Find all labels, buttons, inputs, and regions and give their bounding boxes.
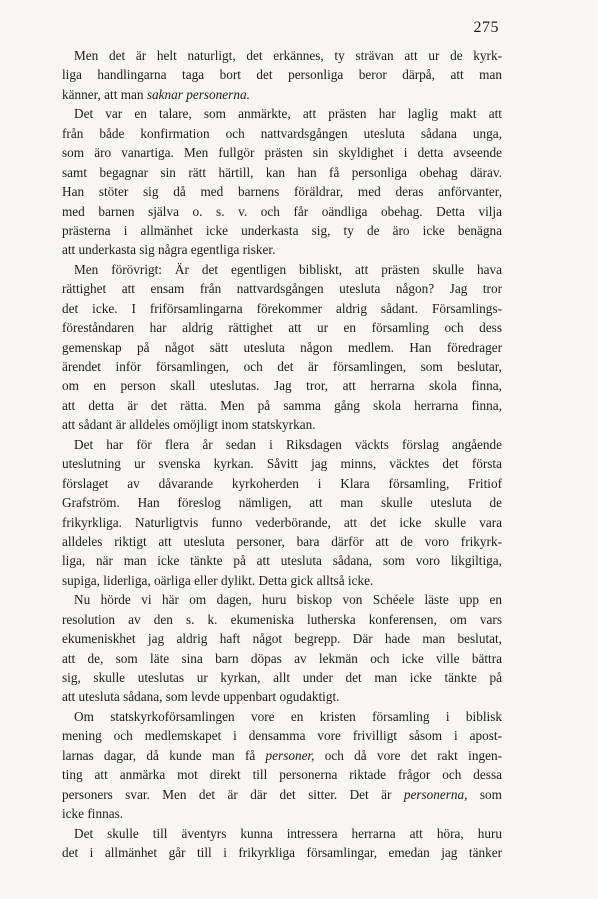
line-text: Men förövrigt: Är det egentligen bibliskt, att prästen skulle hava bbox=[74, 261, 502, 277]
line-text: med barnen själva o. s. v. och får oändliga obehag. Detta vilja bbox=[62, 203, 502, 219]
line-text: att utesluta sådana, som levde uppenbart ogudaktigt. bbox=[62, 689, 340, 705]
line-text: Han stöter sig då med barnens föräldrar, med deras anförvanter, bbox=[62, 184, 502, 200]
line-text: alldeles riktigt att utesluta personer, bara därför att de voro frikyrk- bbox=[62, 533, 502, 549]
text-line bbox=[62, 221, 502, 240]
line-text: att detta är det rätta. Men på samma gång skola herrarna finna, bbox=[62, 397, 502, 413]
line-text: Det skulle till äventyrs kunna intressera herrarna att höra, huru bbox=[74, 825, 502, 841]
line-text: rättighet att ensam från nattvardsgången utesluta någon? Jag tror bbox=[62, 281, 502, 297]
text-line bbox=[62, 104, 502, 123]
text-line bbox=[62, 707, 502, 726]
text-line bbox=[62, 65, 502, 84]
text-line bbox=[62, 85, 502, 104]
line-text: prästerna i allmänhet icke underkasta sig, ty de äro icke benägna bbox=[62, 222, 502, 238]
text-line bbox=[62, 435, 502, 454]
line-text: Nu hörde vi här om dagen, huru biskop von Schéele läste upp en bbox=[74, 592, 502, 608]
text-line bbox=[62, 493, 502, 512]
text-line bbox=[62, 202, 502, 221]
text-line bbox=[62, 454, 502, 473]
text-line bbox=[62, 279, 502, 298]
text-line bbox=[62, 376, 502, 395]
text-line bbox=[62, 357, 502, 376]
text-line bbox=[62, 629, 502, 648]
text-line bbox=[62, 513, 502, 532]
line-text: förslaget av dåvarande kyrkoherden i Klara församling, Fritiof bbox=[62, 475, 502, 491]
line-text: som äro vanartiga. Men fullgör prästen sin skyldighet i detta avseende bbox=[62, 145, 502, 161]
line-text: att de, som läte sina barn döpas av lekmän och icke ville bättra bbox=[62, 650, 502, 666]
text-line bbox=[62, 46, 502, 65]
text-line bbox=[62, 338, 502, 357]
text-line bbox=[62, 590, 502, 609]
line-text: från både konfirmation och nattvardsgången utesluta sådana unga, bbox=[62, 125, 502, 141]
text-line bbox=[62, 649, 502, 668]
line-text: sig, skulle uteslutas ur kyrkan, allt under det man icke tänkte på bbox=[62, 670, 502, 685]
line-text: uteslutning ur svenska kyrkan. Såvitt jag minns, väcktes det första bbox=[62, 456, 502, 472]
line-text: larnas dagar, då kunde man få bbox=[62, 747, 266, 763]
line-text: föreståndaren har aldrig rättighet att ur en församling och dess bbox=[62, 320, 502, 336]
text-line bbox=[62, 124, 502, 143]
line-text: mening och medlemskapet i densamma vore frivilligt såsom i apost- bbox=[62, 728, 502, 744]
line-text: Det har för flera år sedan i Riksdagen väckts förslag angående bbox=[74, 436, 502, 452]
text-line bbox=[62, 551, 502, 570]
line-text: liga, när man icke tänkte på att utesluta sådana, som voro likgiltiga, bbox=[62, 553, 502, 569]
line-text: samt begagnar sin rätt härtill, kan han få personliga obehag därav. bbox=[62, 164, 502, 180]
line-text: känner, att man bbox=[62, 86, 147, 102]
text-line bbox=[62, 182, 502, 201]
text-line bbox=[62, 532, 502, 551]
line-italic-text: personer, bbox=[265, 747, 315, 763]
text-line bbox=[62, 668, 502, 687]
text-line bbox=[62, 474, 502, 493]
line-text: Grafström. Han föreslog nämligen, att man skulle utesluta de bbox=[62, 495, 502, 511]
line-italic-text: personerna, bbox=[403, 786, 468, 802]
text-line bbox=[62, 765, 502, 784]
text-line bbox=[62, 299, 502, 318]
text-line bbox=[62, 726, 502, 745]
page-number: 275 bbox=[473, 19, 499, 36]
line-text: Det var en talare, som anmärkte, att prästen har laglig makt att bbox=[74, 106, 502, 122]
text-line bbox=[62, 687, 502, 706]
text-line bbox=[62, 318, 502, 337]
line-text: om en person skall uteslutas. Jag tror, att herrarna skola finna, bbox=[62, 378, 502, 394]
line-text: ting att anmärka mot direkt till personerna riktade frågor och dessa bbox=[62, 767, 502, 783]
text-line bbox=[62, 396, 502, 415]
text-line bbox=[62, 163, 502, 182]
line-text: det icke. I friförsamlingarna förekommer aldrig sådant. Församlings- bbox=[62, 300, 502, 316]
text-line bbox=[62, 143, 502, 162]
text-line bbox=[62, 804, 502, 823]
line-text: personers svar. Men det är där det sitter. Det är bbox=[62, 786, 404, 802]
line-text: liga handlingarna taga bort det personliga beror därpå, att man bbox=[62, 67, 502, 83]
line-text: supiga, liderliga, oärliga eller dylikt. Detta gick alltså icke. bbox=[62, 572, 374, 588]
line-text: ärendet inför församlingen, och det är församlingen, som beslutar, bbox=[62, 359, 502, 374]
line-text: icke finnas. bbox=[62, 806, 124, 822]
line-text: frikyrkliga. Naturligtvis funno vederbörande, att det icke skulle vara bbox=[62, 514, 502, 530]
line-text: resolution av den s. k. ekumeniska lutherska konferensen, om vars bbox=[62, 611, 502, 627]
line-text: Men det är helt naturligt, det erkännes, ty strävan att ur de kyrk- bbox=[74, 48, 502, 63]
text-line bbox=[62, 610, 502, 629]
text-line bbox=[62, 746, 502, 765]
line-text-after: som bbox=[467, 786, 502, 802]
line-italic-text: saknar personerna. bbox=[146, 86, 250, 102]
line-text: det i allmänhet går till i frikyrkliga församlingar, emedan jag tänker bbox=[62, 844, 502, 860]
body-text bbox=[62, 46, 502, 862]
text-line bbox=[62, 240, 502, 259]
line-text: Om statskyrkoförsamlingen vore en kristen församling i biblisk bbox=[74, 708, 502, 724]
line-text: att sådant är alldeles omöjligt inom statskyrkan. bbox=[62, 417, 316, 433]
text-line bbox=[62, 415, 502, 434]
line-text: ekumeniskhet jag aldrig haft något begrepp. Där hade man beslutat, bbox=[62, 631, 502, 647]
line-text: att underkasta sig några egentliga risker. bbox=[62, 242, 276, 258]
text-line bbox=[62, 260, 502, 279]
text-line bbox=[62, 785, 502, 804]
line-text: gemenskap på något sätt utesluta någon medlem. Han föredrager bbox=[62, 339, 502, 355]
text-line bbox=[62, 571, 502, 590]
line-text-after: och då vore det rakt ingen- bbox=[314, 747, 502, 763]
text-line bbox=[62, 843, 502, 862]
text-line bbox=[62, 824, 502, 843]
